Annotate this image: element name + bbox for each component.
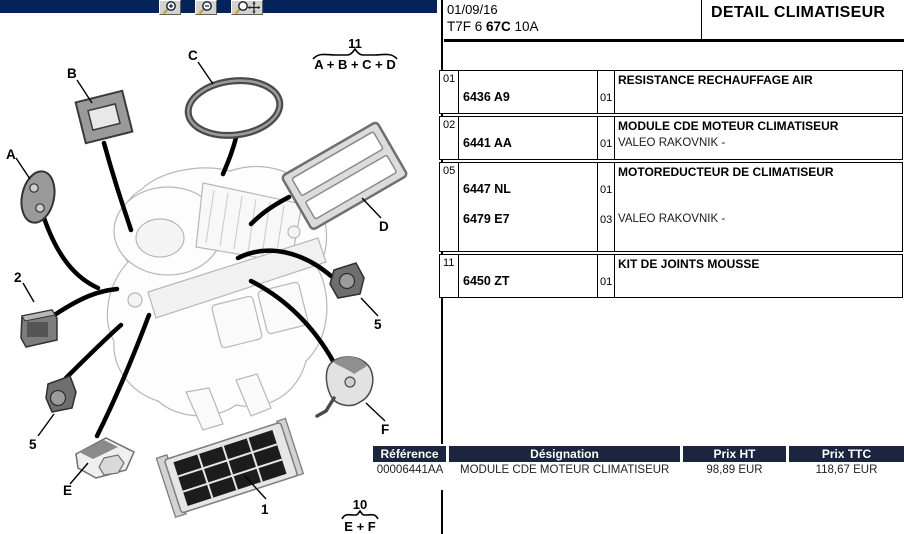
- part-designation: MOTOREDUCTEUR DE CLIMATISEUR: [618, 165, 834, 179]
- callout-group-bottom: [342, 497, 378, 534]
- part-c-gasket[interactable]: [185, 76, 283, 141]
- price-header-prix-ht: Prix HT: [683, 446, 786, 462]
- part-designation: MODULE CDE MOTEUR CLIMATISEUR: [618, 119, 839, 133]
- diagram-label-f[interactable]: F: [381, 422, 390, 437]
- row-index: 05: [443, 165, 456, 177]
- part-number: 6441 AA: [463, 136, 512, 150]
- curve-c: [223, 134, 237, 174]
- vehicle-code-suffix: 10A: [510, 19, 539, 34]
- diagram-label-1[interactable]: 1: [261, 502, 269, 517]
- exploded-view-diagram: [0, 13, 437, 534]
- part-e-support[interactable]: [76, 438, 134, 478]
- callout-top-number: 11: [348, 36, 362, 51]
- callout-bottom-formula: E + F: [344, 519, 376, 534]
- diagram-label-e[interactable]: E: [63, 483, 73, 498]
- designation-cell: [614, 117, 902, 159]
- brace-bottom: [342, 511, 378, 519]
- part-designation: KIT DE JOINTS MOUSSE: [618, 257, 760, 271]
- header-rule: [444, 39, 904, 42]
- qty-cell: [597, 117, 614, 159]
- parts-row-1[interactable]: [439, 70, 903, 114]
- row-index: 02: [443, 119, 456, 131]
- supplier-note: VALEO RAKOVNIK -: [618, 137, 726, 149]
- page-title: DETAIL CLIMATISEUR: [711, 4, 886, 21]
- part-a-gasket[interactable]: [17, 168, 59, 226]
- part-ref-cell: [458, 255, 597, 297]
- part-qty: 01: [600, 184, 613, 196]
- price-header-designation: Désignation: [449, 446, 680, 462]
- designation-cell: [614, 71, 902, 113]
- diagram-label-2[interactable]: 2: [14, 270, 22, 285]
- vehicle-code: [447, 19, 539, 34]
- part-f-motor[interactable]: [317, 357, 373, 416]
- qty-cell: [597, 71, 614, 113]
- part-b-gasket[interactable]: [76, 91, 133, 143]
- diagram-label-a[interactable]: A: [6, 147, 16, 162]
- part-number: 6450 ZT: [463, 274, 510, 288]
- part-qty: 01: [600, 138, 613, 150]
- part-5-left-actuator[interactable]: [46, 376, 76, 412]
- designation-cell: [614, 255, 902, 297]
- part-number-alt: 6479 E7: [463, 212, 510, 226]
- part-qty: 01: [600, 92, 613, 104]
- diagram-label-5-left[interactable]: 5: [29, 437, 37, 452]
- part-5-right-actuator[interactable]: [330, 263, 364, 298]
- part-qty: 01: [600, 276, 613, 288]
- diagram-label-b[interactable]: B: [67, 66, 77, 81]
- callout-group-top: [313, 36, 397, 72]
- curve-a: [44, 218, 98, 288]
- callout-top-formula: A + B + C + D: [314, 57, 396, 72]
- diagram-label-d[interactable]: D: [379, 219, 389, 234]
- panel-divider-lower: [441, 490, 443, 534]
- part-qty-alt: 03: [600, 214, 613, 226]
- price-ttc-value: 118,67 EUR: [815, 464, 878, 476]
- part-1-heater-grid[interactable]: [156, 417, 304, 518]
- part-2-resistance-module[interactable]: [21, 310, 57, 347]
- catalog-date: 01/09/16: [447, 2, 498, 17]
- part-number: 6447 NL: [463, 182, 511, 196]
- header-divider: [701, 0, 702, 40]
- supplier-note: VALEO RAKOVNIK -: [618, 213, 726, 225]
- parts-row-2[interactable]: [439, 116, 903, 160]
- qty-cell: [597, 163, 614, 251]
- diagram-label-5-right[interactable]: 5: [374, 317, 382, 332]
- parts-row-4[interactable]: [439, 254, 903, 298]
- price-header-prix-ttc: Prix TTC: [789, 446, 904, 462]
- parts-row-3[interactable]: [439, 162, 903, 252]
- qty-cell: [597, 255, 614, 297]
- price-ht-value: 98,89 EUR: [706, 464, 763, 476]
- part-ref-cell: [458, 163, 597, 251]
- designation-cell: [614, 163, 902, 251]
- toolbar: [0, 0, 437, 13]
- price-header-reference: Référence: [373, 446, 446, 462]
- vehicle-code-prefix: T7F 6: [447, 19, 487, 34]
- part-designation: RESISTANCE RECHAUFFAGE AIR: [618, 73, 813, 87]
- callout-bottom-number: 10: [352, 497, 368, 512]
- hvac-unit-drawing: [107, 166, 326, 430]
- part-ref-cell: [458, 117, 597, 159]
- row-index: 11: [443, 257, 455, 269]
- price-reference-value: 00006441AA: [376, 464, 444, 476]
- price-designation-value: MODULE CDE MOTEUR CLIMATISEUR: [460, 464, 670, 476]
- part-number: 6436 A9: [463, 90, 510, 104]
- vehicle-code-main: 67C: [486, 19, 511, 34]
- curve-5-left: [66, 325, 121, 378]
- row-index: 01: [443, 73, 456, 85]
- part-ref-cell: [458, 71, 597, 113]
- diagram-label-c[interactable]: C: [188, 48, 198, 63]
